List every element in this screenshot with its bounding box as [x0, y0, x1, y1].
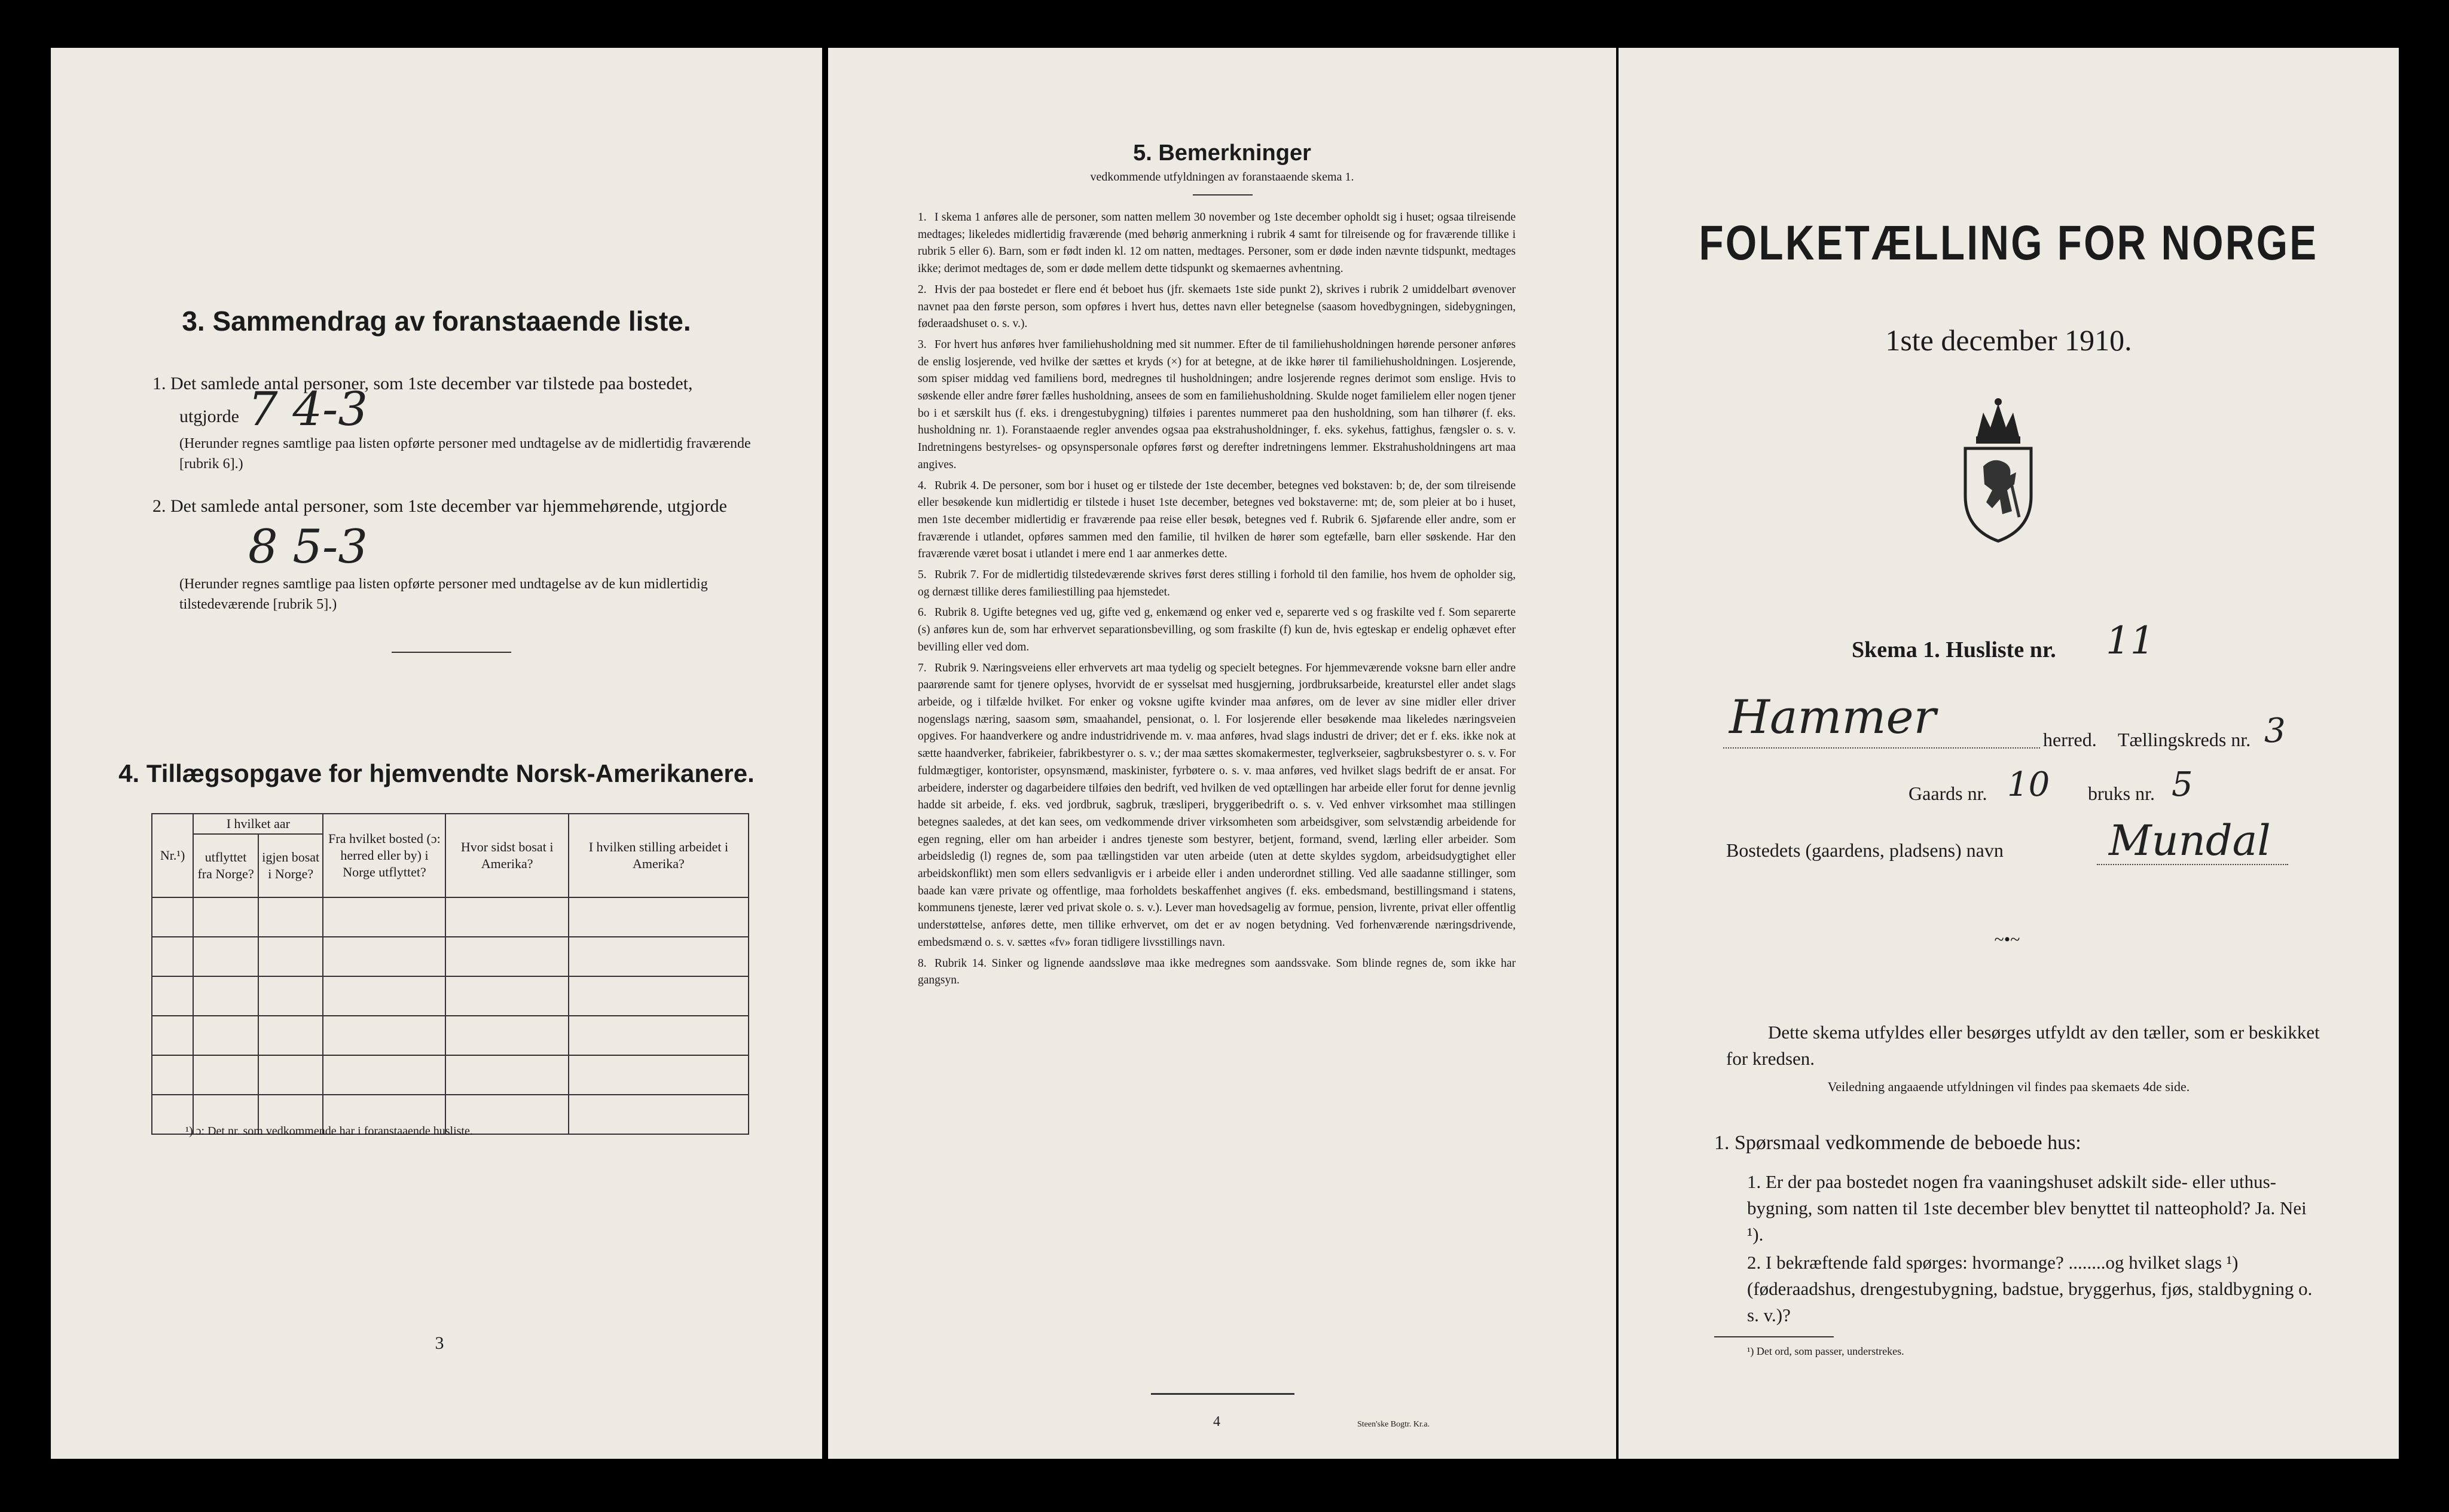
husliste-nr-value: 11	[2106, 619, 2155, 663]
list-item: 1. I skema 1 anføres alle de personer, som natten mellem 30 november og 1ste december opholdt sig i huset; ogsaa tilreisende medtages; likeledes midlertidig fraværende (med behørig anmerkning i rubrik 4 samt for tilreisende og for fraværende tillike i rubrik 5 eller 6). Barn, som er født inden kl. 12 om natten, medtages. Personer, som er døde inden nævnte tidspunkt, medtages ikke; derimot medtages de, som er døde mellem dette tidspunkt og skemaernes avhentning.	[918, 211, 1516, 276]
middle-page	[828, 48, 1616, 1459]
questions-heading: 1. Spørsmaal vedkommende de beboede hus:	[1714, 1132, 2081, 1154]
instruction-text: Dette skema utfyldes eller besørges utfyldt av den tæller, som er beskikket for kredsen.	[1726, 1022, 2320, 1069]
bosted-line	[2097, 864, 2288, 865]
table-row	[152, 897, 749, 937]
printer-mark: Steen'ske Bogtr. Kr.a.	[1357, 1420, 1430, 1429]
instruction-note: Veiledning angaaende utfyldningen vil findes paa skemaets 4de side.	[1827, 1079, 2190, 1094]
census-title: FOLKETÆLLING FOR NORGE	[1699, 216, 2319, 270]
bruks-value: 5	[2172, 765, 2193, 804]
footnote: ¹) Det ord, som passer, understrekes.	[1747, 1345, 1904, 1357]
section3-item1-note: (Herunder regnes samtlige paa listen opførte personer med undtagelse av de midlertidig fraværende [rubrik 6].)	[179, 436, 751, 472]
section3-item2-value: 8 5-3	[248, 520, 368, 574]
header-which-year: I hvilket aar	[193, 814, 323, 834]
herred-value: Hammer	[1729, 691, 1936, 744]
norsk-amerikanere-table	[151, 813, 749, 1135]
list-item: 3. For hvert hus anføres hver familiehusholdning med sit nummer. Efter de til familiehusholdningen hørende personer anføres de enslig losjerende, ved hvilke der sættes et kryds (×) for at betegne, at de ikke hører til familiehusholdningen. Losjerende, som spiser middag ved familiens bord, medregnes til husholdningen; andre losjerende regnes derimot som enslige. Hvis to søskende eller andre fører fælles husholdning, ansees de som en familiehusholdning. Skulde noget familielem eller nogen tjener bo i et særskilt hus (f. eks. i drengestubygning) tilføies i parentes nummeret paa den husholdning, som han tilhører (f. eks. husholdning nr. 1). Foranstaaende regler anvendes ogsaa paa ekstrahusholdninger, f. eks. sykehus, fattighus, fængsler o. s. v. Indretningens bestyrelses- og opsynspersonale opføres først og derefter indretningens lemmer. Ekstrahusholdningens art maa angives.	[918, 338, 1516, 471]
list-item: 5. Rubrik 7. For de midlertidig tilstedeværende skrives først deres stilling i forhold til den familie, hos hvem de opholder sig, og dernæst tillike deres familiestilling paa hjemstedet.	[918, 569, 1516, 598]
table-row	[152, 1016, 749, 1055]
list-item: 8. Rubrik 14. Sinker og lignende aandssløve maa ikke medregnes som aandssvake. Som blinde regnes de, som ikke har gangsyn.	[918, 957, 1516, 987]
question-2: 2. I bekræftende fald spørges: hvormange? ........og hvilket slags ¹) (føderaadshus, drengestubygning, badstue, bryggerhus, fjøs, staldbygning o. s. v.)?	[1747, 1252, 2313, 1325]
section3-item2: 2. Det samlede antal personer, som 1ste december var hjemmehørende, utgjorde	[152, 496, 727, 516]
remarks-list	[918, 209, 1516, 993]
list-item: 4. Rubrik 4. De personer, som bor i huset og er tilstede der 1ste december, betegnes ved bokstaven: b; de, der som tilreisende eller besøkende kun midlertidig er tilstede i huset 1ste december, betegnes ved bokstaverne: mt; de, som pleier at bo i huset, men 1ste december midlertidig er fraværende paa reise eller besøk, betegnes ved f. Rubrik 6. Sjøfarende eller andre, som er fraværende i utlandet, opføres sammen med den familie, til hvilken de hører som egtefælle, barn eller søskende. Har den fraværende været bosat i utlandet i mere end 1 aar anmerkes dette.	[918, 479, 1516, 561]
header-emigrated: utflyttet fra Norge?	[193, 834, 258, 897]
section3-item1-prefix: utgjorde	[179, 407, 239, 426]
section3-title: 3. Sammendrag av foranstaaende liste.	[182, 306, 691, 337]
remarks-title: 5. Bemerkninger	[1133, 140, 1311, 166]
left-page	[51, 48, 822, 1459]
page-number: 4	[1213, 1414, 1220, 1429]
divider	[1151, 1393, 1294, 1395]
section3-item2-note: (Herunder regnes samtlige paa listen opførte personer med undtagelse av de kun midlertidig tilstedeværende [rubrik 5].)	[179, 576, 708, 612]
herred-line	[1723, 747, 2040, 749]
divider	[1193, 194, 1253, 196]
table-row	[152, 1055, 749, 1095]
norwegian-lion-coat-of-arms-icon	[1959, 395, 2037, 544]
table-row	[152, 976, 749, 1016]
section3-item1: 1. Det samlede antal personer, som 1ste december var tilstede paa bostedet,	[152, 374, 693, 393]
right-page	[1619, 48, 2399, 1459]
gaards-label: Gaards nr.	[1908, 783, 1987, 804]
herred-label: herred.	[2043, 729, 2097, 750]
list-item: 2. Hvis der paa bostedet er flere end ét beboet hus (jfr. skemaets 1ste side punkt 2), skrives i rubrik 2 umiddelbart øvenover navnet paa den første person, som opføres i hvert hus, dettes navn eller betegnelse (saasom hovedbygningen, sidebygningen, føderaadshuset o. s. v.).	[918, 283, 1516, 331]
table-row	[152, 937, 749, 976]
header-occupation: I hvilken stilling arbeidet i Amerika?	[569, 814, 749, 897]
header-nr: Nr.¹)	[152, 814, 193, 897]
list-item: 6. Rubrik 8. Ugifte betegnes ved ug, gifte ved g, enkemænd og enker ved e, separerte ved s og fraskilte ved f. Som separerte (s) anføres kun de, som har erhvervet separationsbevilling, og som fraskilte (f) kun de, hvis egteskap er endelig ophævet efter bevilling eller ved dom.	[918, 606, 1516, 653]
bosted-label: Bostedets (gaardens, pladsens) navn	[1726, 839, 2004, 861]
section4-title: 4. Tillægsopgave for hjemvendte Norsk-Amerikanere.	[118, 759, 755, 787]
bosted-value: Mundal	[2109, 816, 2271, 865]
header-last-residence: Hvor sidst bosat i Amerika?	[445, 814, 568, 897]
section4-footnote: ¹) ɔ: Det nr. som vedkommende har i foranstaaende husliste.	[185, 1125, 473, 1138]
kreds-value: 3	[2264, 711, 2286, 750]
gaards-value: 10	[2007, 765, 2050, 804]
ornament-divider: ~•~	[1994, 930, 2020, 949]
section3-item1-value: 7 4-3	[248, 383, 368, 436]
header-from-where: Fra hvilket bosted (ɔ: herred eller by) i Norge utflyttet?	[323, 814, 445, 897]
remarks-subtitle: vedkommende utfyldningen av foranstaaende skema 1.	[1090, 170, 1354, 184]
question-1: 1. Er der paa bostedet nogen fra vaaningshuset adskilt side- eller uthus-bygning, som natten til 1ste december blev benyttet til natteophold? Ja. Nei ¹).	[1747, 1171, 2307, 1245]
page-number: 3	[435, 1333, 444, 1353]
header-returned: igjen bosat i Norge?	[258, 834, 323, 897]
skema-label: Skema 1. Husliste nr.	[1852, 637, 2056, 662]
census-date: 1ste december 1910.	[1885, 323, 2132, 357]
divider	[392, 652, 511, 653]
kreds-label: Tællingskreds nr.	[2118, 729, 2251, 750]
list-item: 7. Rubrik 9. Næringsveiens eller erhvervets art maa tydelig og specielt betegnes. For hjemmeværende voksne barn eller andre paarørende samt for tjenere oplyses, hvorvidt de er sysselsat med husgjerning, jordbruksarbeide, kreaturstel eller andet slags arbeide, og i tilfælde hvilket. For enker og voksne ugifte kvinder maa anføres, om de lever av sine midler eller driver nogenslags næring, saasom søm, smaahandel, pensionat, o. l. For losjerende eller besøkende maa likeledes næringsveien opgives. For haandverkere og andre industridrivende m. v. maa anføres, hvad slags industri de driver; det er f. eks. ikke nok at sætte haandverker, fabrikeier, fabrikbestyrer o. s. v.; der maa sættes skomakermester, teglverkseier, sagbruksbestyrer o. s. v. For fuldmægtiger, kontorister, opsynsmænd, maskinister, fyrbøtere o. s. v. maa anføres, ved hvilket slags bedrift de er ansat. For arbeidere, inderster og dagarbeidere tilføies den bedrift, ved hvilken de ved optællingen har arbeide eller forut for denne jevnlig hadde sit arbeide, f. eks. ved jordbruk, sagbruk, træsliperi, bryggeribedrift o. s. v. Ved enhver virksomhet maa stillingen betegnes saaledes, at det kan sees, om vedkommende driver virksomheten som arbeidsgiver, som selvstændig arbeidende for egen regning, eller om han arbeider i andres tjeneste som bestyrer, betjent, formand, svend, lærling eller arbeider. Som arbeidsledig (l) regnes de, som paa tællingstiden var uten arbeide (uten at dette skyldes sygdom, arbeidsudygtighet eller arbeidskonflikt) men som ellers sedvanligvis er i arbeide eller i anden underordnet stilling. Ved alle saadanne stillinger, som baade kan være private og offentlige, maa forholdets beskaffenhet angives (f. eks. embedsmand, bestillingsmand i statens, kommunens tjeneste, lærer ved privat skole o. s. v.). Lever man hovedsagelig av formue, pension, livrente, privat eller offentlig understøttelse, anføres dette, men tillike erhvervet, om det er av nogen betydning. Ved forhenværende næringsdrivende, embedsmænd o. s. v. sættes «fv» foran tidligere livsstillings navn.	[918, 661, 1516, 949]
bruks-label: bruks nr.	[2088, 783, 2155, 804]
divider	[1714, 1336, 1834, 1337]
